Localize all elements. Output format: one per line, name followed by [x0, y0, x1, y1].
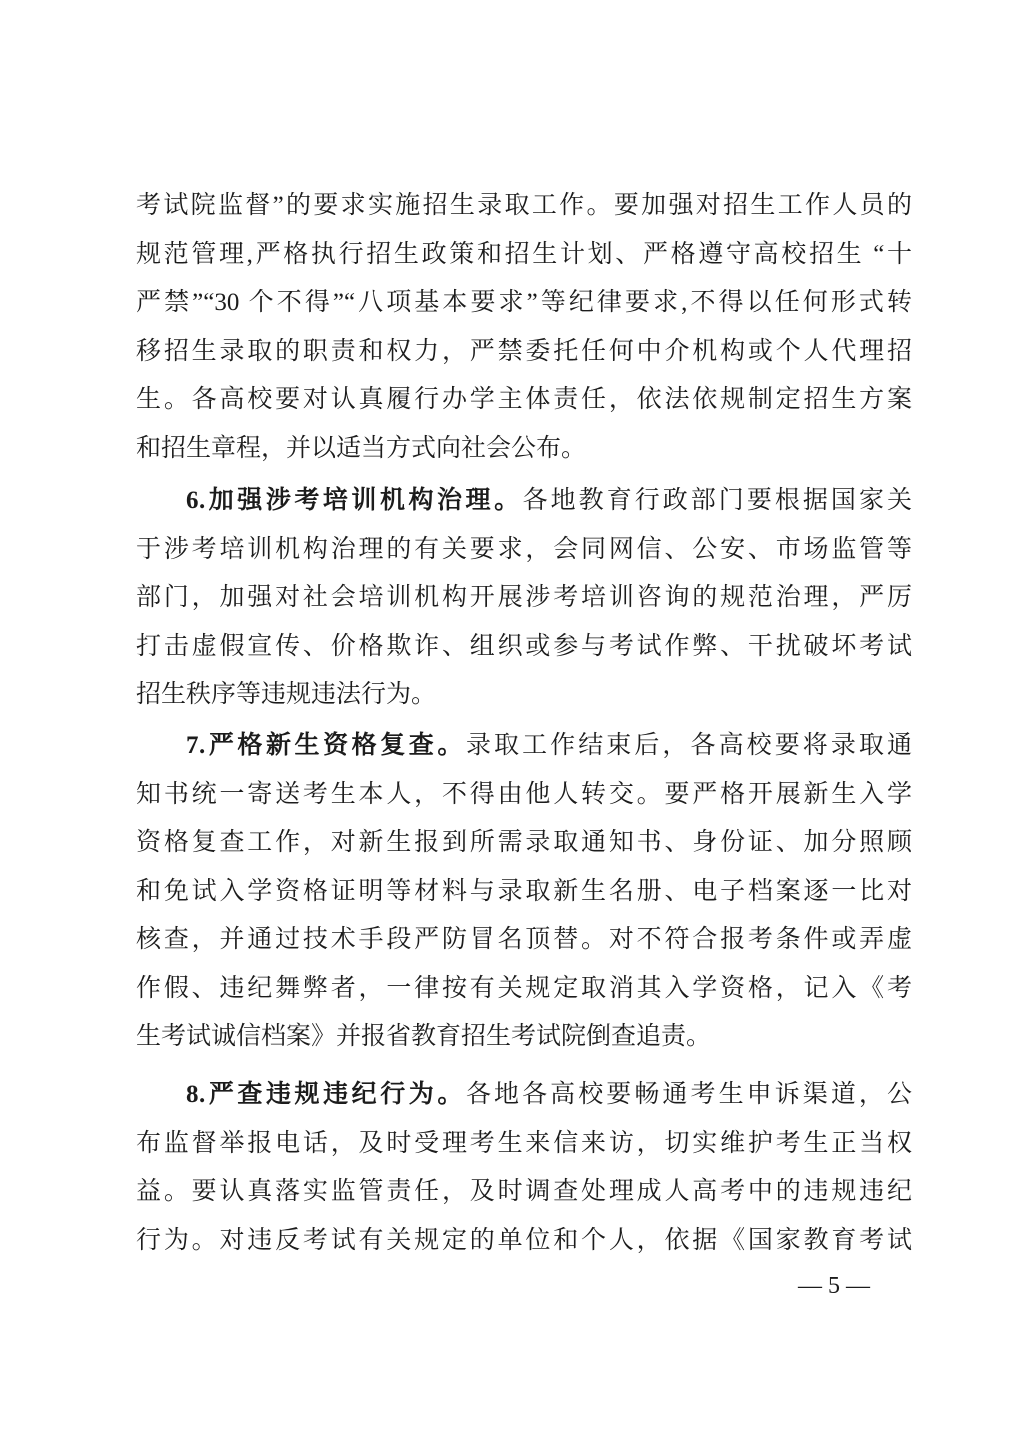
paragraph	[136, 477, 912, 720]
text-line: 招生秩序等违规违法行为。	[136, 681, 437, 708]
text-line: 和招生章程，并以适当方式向社会公布。	[136, 434, 587, 462]
text-line: 考试院监督”的要求实施招生录取工作。要加强对招生工作人员的	[136, 192, 912, 219]
text-line: 8.严查违规违纪行为。各地各高校要畅通考生申诉渠道，公	[186, 1081, 912, 1108]
text-line: 于涉考培训机构治理的有关要求，会同网信、公安、市场监管等	[136, 535, 912, 563]
text-line: 打击虚假宣传、价格欺诈、组织或参与考试作弊、干扰破坏考试	[136, 632, 912, 660]
text-line: 核查，并通过技术手段严防冒名顶替。对不符合报考条件或弄虚	[136, 926, 912, 953]
text-line: 和免试入学资格证明等材料与录取新生名册、电子档案逐一比对	[136, 877, 912, 905]
text-line: 行为。对违反考试有关规定的单位和个人，依据《国家教育考试	[136, 1226, 912, 1254]
text-line: 严禁”“30 个不得”“八项基本要求”等纪律要求,不得以任何形式转	[136, 289, 912, 316]
text-line: 规范管理,严格执行招生政策和招生计划、严格遵守高校招生 “十	[136, 240, 912, 268]
text-line: 资格复查工作，对新生报到所需录取通知书、身份证、加分照顾	[136, 829, 912, 856]
text-line: 7.严格新生资格复查。录取工作结束后，各高校要将录取通	[186, 732, 912, 759]
page-number: — 5 —	[798, 1273, 870, 1299]
text-line: 移招生录取的职责和权力，严禁委托任何中介机构或个人代理招	[136, 337, 912, 365]
text-line: 生考试诚信档案》并报省教育招生考试院倒查追责。	[136, 1023, 712, 1050]
paragraph-lead: 6.加强涉考培训机构治理。	[186, 487, 523, 514]
text-line: 益。要认真落实监管责任，及时调查处理成人高考中的违规违纪	[136, 1178, 912, 1205]
text-line: 布监督举报电话，及时受理考生来信来访，切实维护考生正当权	[136, 1129, 912, 1157]
text-line: 部门，加强对社会培训机构开展涉考培训咨询的规范治理，严厉	[136, 584, 912, 611]
paragraph-lead: 7.严格新生资格复查。	[186, 732, 466, 759]
text-line: 知书统一寄送考生本人，不得由他人转交。要严格开展新生入学	[136, 780, 912, 808]
text-line: 6.加强涉考培训机构治理。各地教育行政部门要根据国家关	[186, 487, 912, 514]
text-line: 作假、违纪舞弊者，一律按有关规定取消其入学资格，记入《考	[136, 974, 912, 1002]
paragraph-lead: 8.严查违规违纪行为。	[186, 1081, 466, 1108]
paragraph	[136, 722, 912, 1062]
paragraph	[136, 182, 912, 473]
paragraph	[136, 1071, 912, 1265]
text-line: 生。各高校要对认真履行办学主体责任，依法依规制定招生方案	[136, 386, 912, 413]
